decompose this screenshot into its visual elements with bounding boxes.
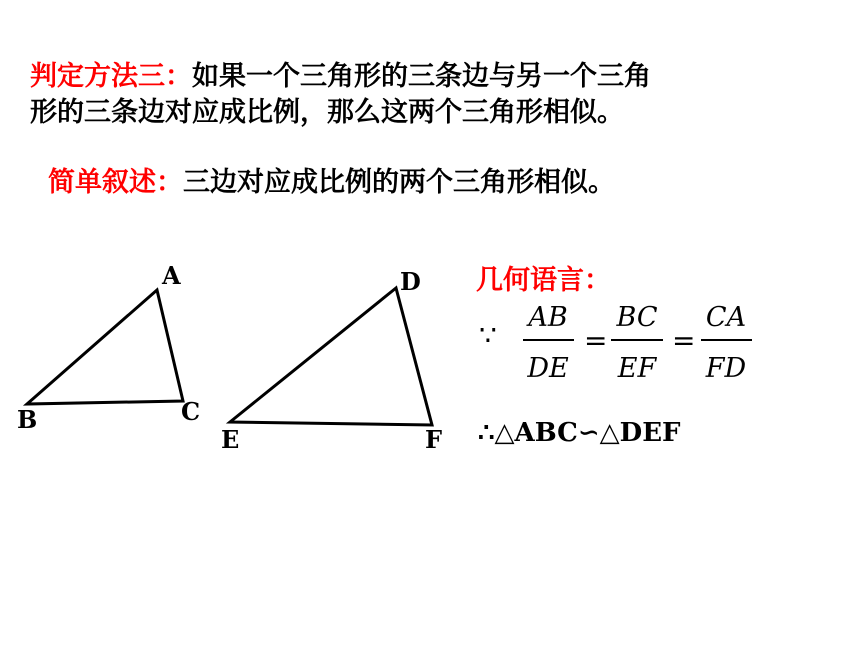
theorem-label: 判定方法三： [30, 61, 192, 92]
equals-sign-1: = [584, 324, 608, 357]
equals-sign-2: = [672, 324, 696, 357]
vertex-label-c: C [181, 397, 201, 426]
vertex-label-b: B [17, 405, 38, 434]
geometric-language-heading: 几何语言： [476, 265, 611, 296]
triangle-abc [27, 290, 183, 404]
fraction-3-numerator: CA [705, 302, 747, 333]
vertex-label-d: D [400, 267, 421, 296]
vertex-label-e: E [221, 425, 240, 454]
theorem-line-2: 形的三条边对应成比例，那么这两个三角形相似。 [30, 97, 624, 128]
fraction-3-denominator: FD [705, 353, 747, 384]
fraction-2-denominator: EF [617, 353, 657, 384]
conclusion-statement: ∴△ABC∽△DEF [478, 418, 681, 448]
fraction-1-denominator: DE [527, 353, 569, 384]
vertex-label-f: F [425, 425, 443, 454]
because-symbol: ∵ [479, 319, 497, 352]
fraction-2-numerator: BC [616, 302, 658, 333]
triangle-def [230, 288, 432, 425]
summary-text: 三边对应成比例的两个三角形相似。 [183, 167, 615, 198]
vertex-label-a: A [162, 261, 181, 290]
summary-label: 简单叙述： [48, 167, 183, 198]
theorem-text-1: 如果一个三角形的三条边与另一个三角 [192, 61, 651, 92]
fraction-1-numerator: AB [528, 302, 568, 333]
